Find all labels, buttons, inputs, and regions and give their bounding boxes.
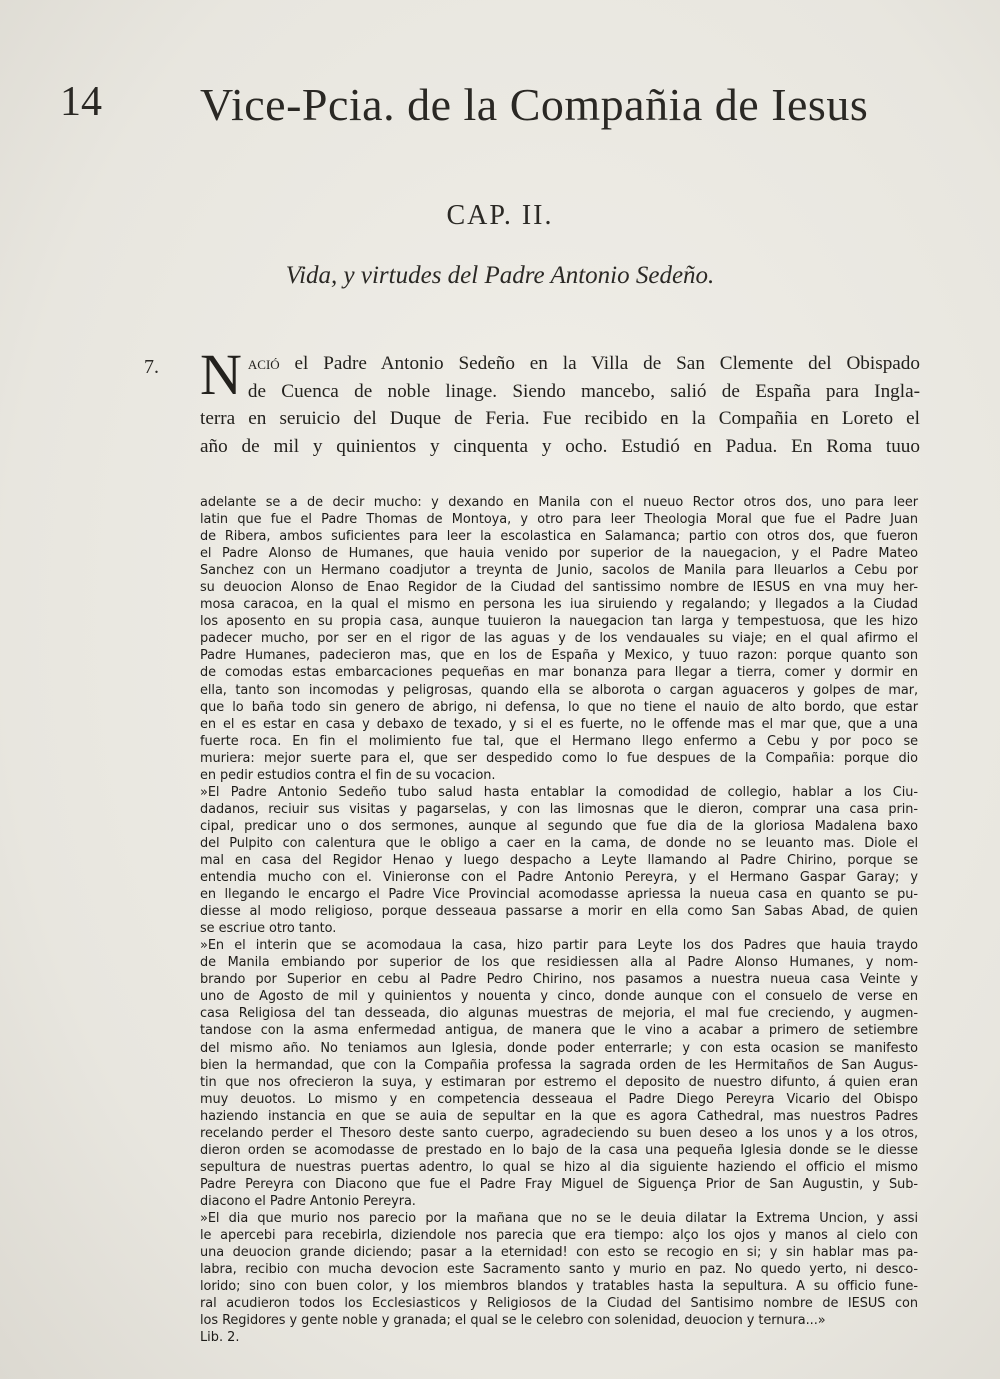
body-line: una deuocion grande diciendo; pasar a la eternidad! con esto se recogio en si; y sin hablar mas pa- [200, 1245, 918, 1261]
body-line: padecer mucho, por ser en el rigor de las aguas y de los vendauales su viaje; en el qual afirmo el [200, 631, 918, 647]
chapter-heading: CAP. II. [446, 200, 554, 231]
body-line: su deuocion Alonso de Enao Regidor de la Ciudad del santissimo nombre de IESUS en vna muy her- [200, 580, 918, 596]
body-line: recelando perder el Thesoro deste santo cuerpo, agradeciendo su buen deseo a los unos y a los otros, [200, 1125, 918, 1141]
intro-paragraph [200, 342, 920, 460]
body-line: »En el interin que se acomodaua la casa, hizo partir para Leyte los dos Padres que hauia traydo [200, 938, 918, 954]
body-line: diacono el Padre Antonio Pereyra. [200, 1193, 416, 1209]
body-text [200, 494, 918, 1346]
intro-line: terra en seruicio del Duque de Feria. Fue recibido en la Compañia en Loreto el [200, 408, 920, 429]
body-line: muriera: mejor suerte para el, que ser despedido como lo fue despues de la Compañia: porque dio [200, 750, 918, 766]
body-line: ella, tanto son incomodas y peligrosas, quando ella se alborota o cargan aguaceros y golpes de mar, [200, 682, 918, 698]
body-line: haziendo instancia en que se auia de sepultar en la que es agora Cathedral, mas nuestros Padres [200, 1108, 918, 1124]
body-line: lorido; sino con buen color, y los miembros blandos y tratables hasta la sepultura. A su officio fune- [200, 1279, 918, 1295]
body-line: dieron orden se acomodasse de prestado en lo bajo de la casa una pequeña Iglesia donde se le diesse [200, 1142, 918, 1158]
intro-line: de Cuenca de noble linage. Siendo mancebo, salió de España para Ingla- [247, 380, 920, 402]
body-line: que lo baña todo sin genero de abrigo, ni defensa, lo que no tiene el nauio de alto bordo, que estar [200, 699, 918, 715]
body-line: Padre Humanes, padecieron mas, que en los de España y Mexico, y tuuo razon: porque quanto son [200, 648, 918, 664]
body-line: dadanos, reciuir sus visitas y pagarselas, y con las limosnas que le dieron, comprar una casa prin- [200, 801, 918, 817]
page-number: 14 [60, 79, 102, 125]
body-line: tandose con la asma enfermedad antigua, de manera que le vino a acabar a primero de setiembre [200, 1023, 918, 1039]
body-line: el Padre Alonso de Humanes, que hauia venido por superior de la nauegacion, y el Padre Mateo [200, 546, 918, 562]
running-head: Vice-Pcia. de la Compañia de Iesus [200, 79, 869, 130]
intro-line [200, 350, 920, 378]
body-line: Padre Pereyra con Diacono que fue el Padre Fray Miguel de Siguença Prior de San Augustin, y Sub- [200, 1176, 918, 1192]
body-line: mal en casa del Regidor Henao y luego despacho a Leyte llamando al Padre Chirino, porque se [200, 852, 918, 868]
body-line: Sanchez con un Hermano coadjutor a treynta de Junio, sacolos de Manila para lleuarlos a Cebu por [200, 563, 918, 579]
body-line: latin que fue el Padre Thomas de Montoya, y otro para leer Theologia Moral que fue el Padre Juan [200, 512, 918, 528]
body-line: tin que nos ofrecieron la suya, y estimaran por estremo el deposito de nuestro difunto, á quien eran [200, 1074, 918, 1090]
intro-line-text: el Padre Antonio Sedeño en la Villa de San Clemente del Obispado [279, 353, 920, 374]
intro-first-word: ació [247, 353, 280, 374]
body-line: en llegando le encargo el Padre Vice Provincial acomodasse apriessa la nueua casa en quanto se pu- [200, 887, 918, 903]
body-line: de Ribera, ambos suficientes para leer la escolastica en Salamanca; partio con otros dos, que fueron [200, 529, 918, 545]
body-line: se escriue otro tanto. [200, 921, 337, 937]
body-line: del Pulpito con calentura que le obligo a caer en la cama, de donde no se leuanto mas. Diole el [200, 835, 918, 851]
body-line: ral acudieron todos los Ecclesiasticos y Religiosos de la Ciudad del Santisimo nombre de IESUS con [200, 1296, 918, 1312]
drop-cap: N [200, 342, 242, 407]
body-line: le apercebi para recebirla, diziendole nos parecia que era tiempo: alço los ojos y manos al cielo con [200, 1228, 918, 1244]
body-line: »El dia que murio nos parecio por la mañana que no se le deuia dilatar la Extrema Uncion, y assi [200, 1210, 918, 1226]
body-line: de Manila embiando por superior de los que residiessen alla al Padre Alonso Humanes, y nom- [200, 955, 918, 971]
body-line: diesse al modo religioso, porque desseaua passarse a morir en ella como San Sabas Abad, de quien [200, 904, 918, 920]
body-line: muy deuotos. Lo mismo y en competencia desseaua el Padre Diego Pereyra Vicario del Obispo [200, 1091, 918, 1107]
body-line: uno de Agosto de mil y quinientos y nouenta y cinco, donde aunque con el consuelo de verse en [200, 989, 918, 1005]
body-line: en pedir estudios contra el fin de su vocacion. [200, 767, 496, 783]
body-line: los Regidores y gente noble y granada; el qual se le celebro con solenidad, deuocion y ternura...» [200, 1313, 826, 1329]
body-line: casa Religiosa del tan desseada, dio algunas muestras de mejoria, el mal fue creciendo, y augmen- [200, 1006, 918, 1022]
body-line: del mismo año. No teniamos aun Iglesia, donde poder enterrarle; y con esta ocasion se manifesto [200, 1040, 918, 1056]
body-line: labra, recibio con mucha devocion este Sacramento santo y murio en paz. No quedo yerto, ni desco- [200, 1262, 918, 1278]
section-number: 7. [144, 356, 159, 378]
body-line: mosa caracoa, en la qual el mismo en persona les iua siruiendo y regalando; y llegados a la Ciudad [200, 597, 918, 613]
body-line: entendia mucho con el. Vinieronse con el Padre Antonio Pereyra, y el Hermano Gaspar Garay; y [200, 870, 918, 886]
intro-line: año de mil y quinientos y cinquenta y ocho. Estudió en Padua. En Roma tuuo [200, 435, 920, 457]
body-line: de comodas estas embarcaciones pequeñas en mar bonanza para llegar a tierra, comer y dormir en [200, 665, 918, 681]
body-line: los aposento en su propia casa, aunque tuuieron la nauegacion tan larga y tempestuosa, que les hizo [200, 614, 918, 630]
body-line: brando por Superior en cebu al Padre Pedro Chirino, nos pasamos a nuestra nueua casa Veinte y [200, 972, 918, 988]
body-line: »El Padre Antonio Sedeño tubo salud hasta entablar la comodidad de collegio, hablar a los Ciu- [200, 784, 918, 800]
body-line: fuerte roca. En fin el molimiento fue tal, que el Hermano llego enfermo a Cebu y por poco se [200, 733, 918, 749]
body-line: bien la hermandad, que con la Compañia professa la sagrada orden de les Hermitaños de San Augus- [200, 1057, 918, 1073]
body-line: en el es estar en casa y debaxo de texado, y si el es fuerte, no le offende mas el mar que, que a una [200, 716, 918, 732]
body-line: sepultura de nuestras puertas adentro, lo qual se hizo al dia siguiente haziendo el officio el mismo [200, 1159, 918, 1175]
footer-reference: Lib. 2. [200, 1330, 240, 1346]
chapter-title: Vida, y virtudes del Padre Antonio Sedeño. [285, 262, 715, 289]
body-line: adelante se a de decir mucho: y dexando en Manila con el nueuo Rector otros dos, uno para leer [200, 495, 918, 510]
body-line: cipal, predicar uno o dos sermones, aunque al segundo que fue dia de la gloriosa Madalena baxo [200, 818, 918, 834]
